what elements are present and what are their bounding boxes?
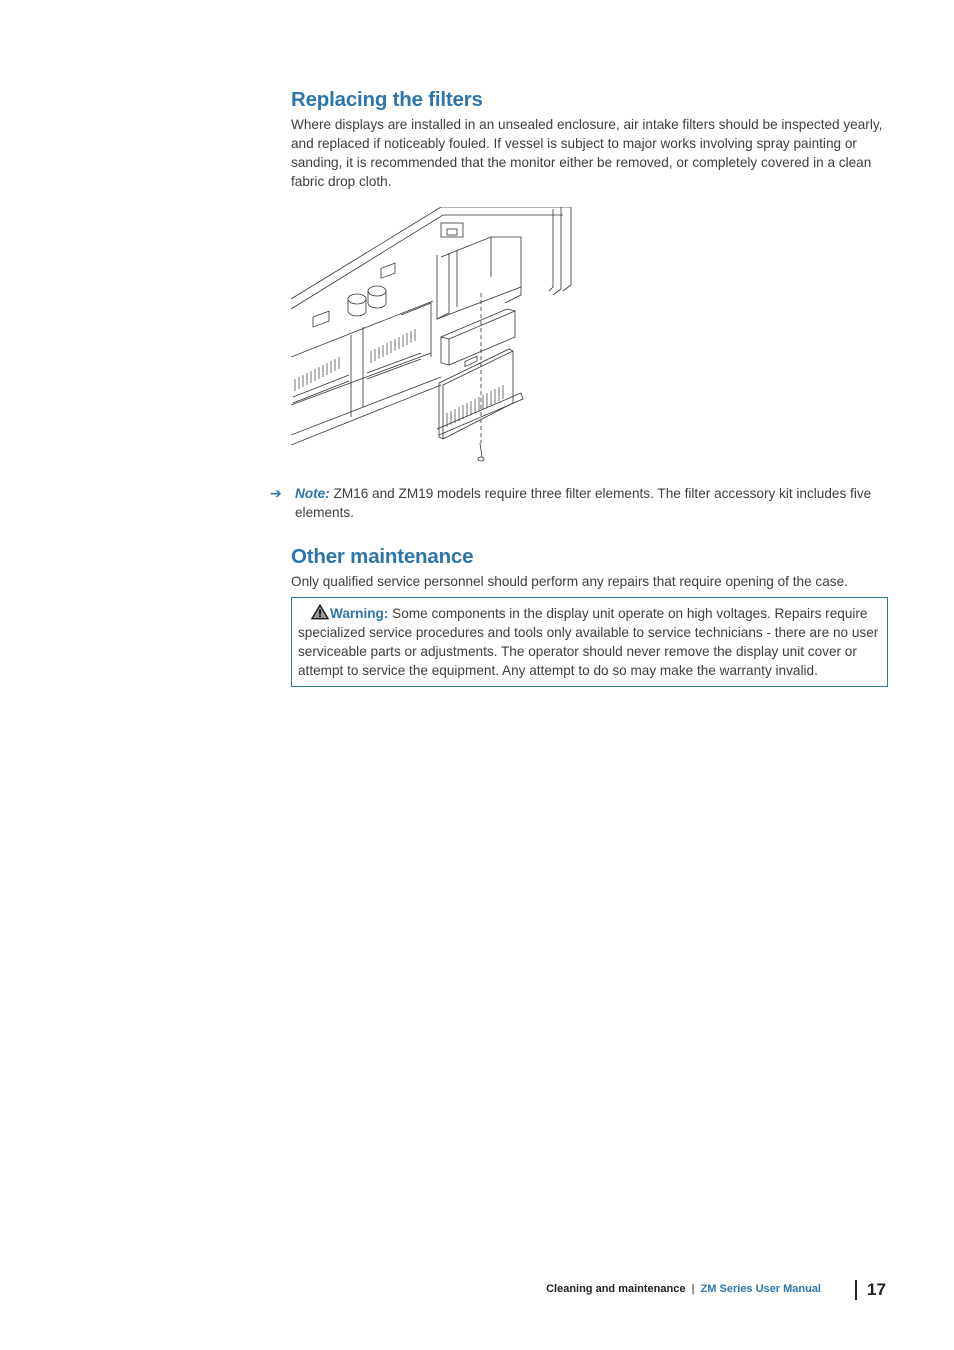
footer-manual-title: ZM Series User Manual	[700, 1283, 821, 1295]
note-label: Note:	[295, 486, 330, 501]
warning-text: Some components in the display unit operate on high voltages. Repairs require specialized service procedures and tools only available to service technicians - there are no user serviceable parts or adjustments. The operator should never remove the display unit cover or attempt to service the equipment. Any attempt to do so may make the warranty invalid.	[298, 606, 879, 678]
heading-other-maintenance: Other maintenance	[291, 545, 474, 568]
warning-triangle-icon	[310, 603, 330, 620]
footer-section: Cleaning and maintenance	[546, 1283, 686, 1295]
arrow-right-icon: ➔	[270, 485, 282, 501]
warning-box	[291, 597, 888, 687]
footer-separator: |	[691, 1283, 695, 1295]
page-number: 17	[867, 1280, 886, 1299]
page-footer	[546, 1283, 821, 1295]
page-number-divider	[855, 1280, 857, 1300]
warning-label: Warning:	[330, 606, 389, 621]
note-body: ZM16 and ZM19 models require three filter elements. The filter accessory kit includes five elements.	[295, 486, 872, 520]
paragraph-other: Only qualified service personnel should perform any repairs that require opening of the case.	[291, 574, 848, 589]
note-text	[295, 484, 888, 522]
note-block	[270, 484, 888, 522]
filter-replacement-illustration	[291, 207, 585, 463]
heading-replacing-filters: Replacing the filters	[291, 88, 483, 111]
paragraph-filters: Where displays are installed in an unsealed enclosure, air intake filters should be inspected yearly, and replaced if noticeably fouled. If vessel is subject to major works involving spray painting or sanding, it is recommended that the monitor either be removed, or completely covered in a clean fabric drop cloth.	[291, 117, 883, 189]
